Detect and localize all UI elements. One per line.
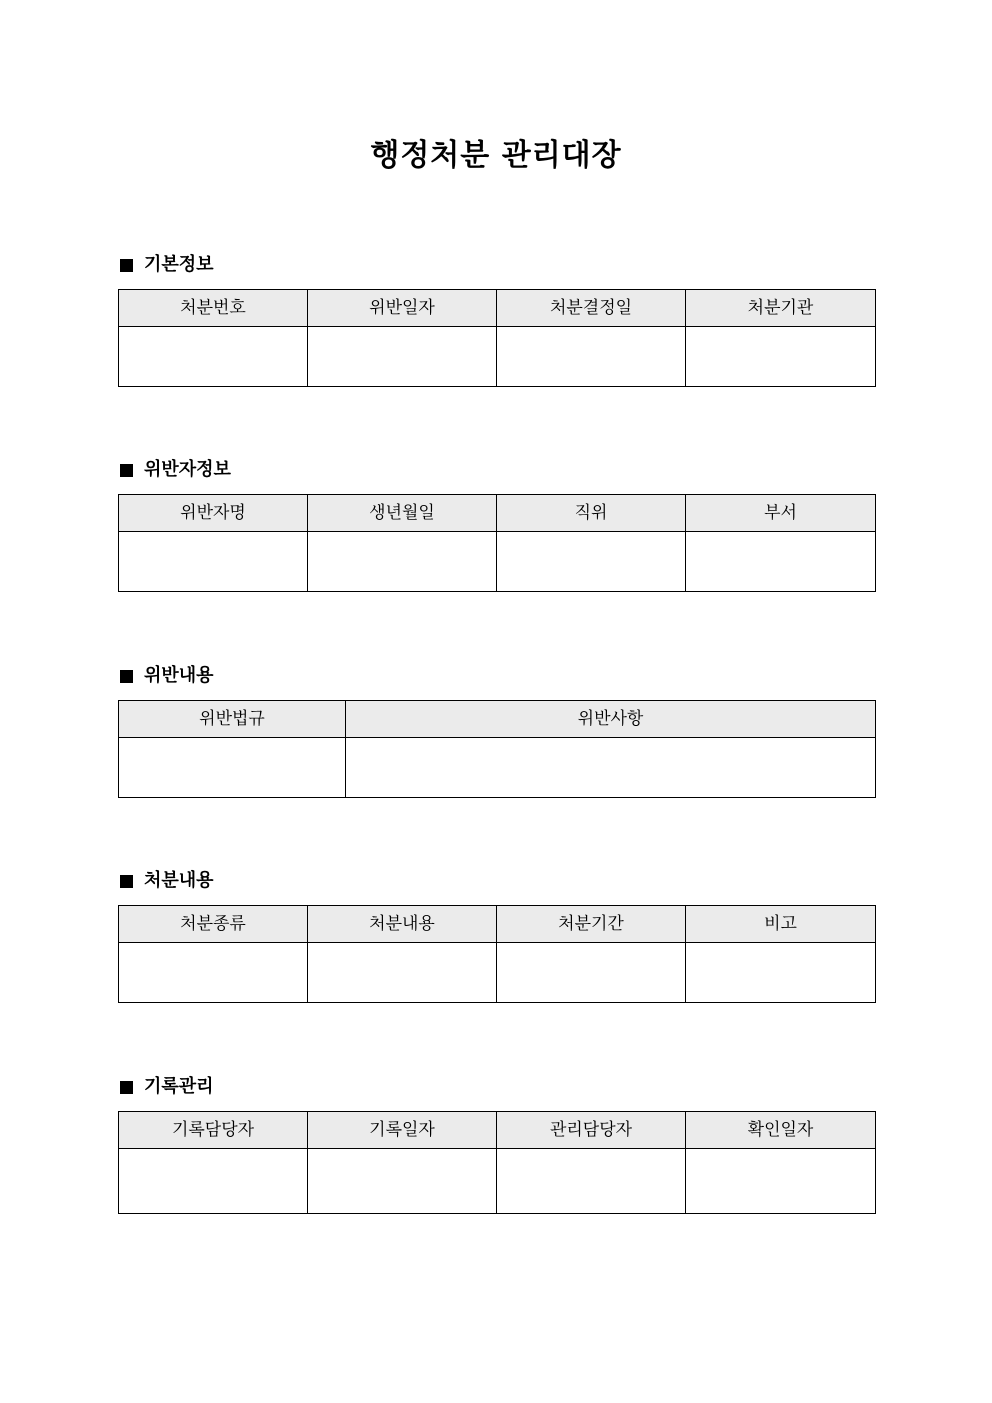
column-header: 위반법규 — [119, 701, 346, 738]
violator-name-cell[interactable] — [119, 532, 308, 592]
table-row — [119, 532, 876, 592]
column-header: 처분종류 — [119, 906, 308, 943]
document-title: 행정처분 관리대장 — [370, 138, 622, 173]
section-title: 위반자정보 — [144, 459, 231, 480]
remarks-cell[interactable] — [686, 943, 876, 1003]
violation-details-table — [118, 700, 876, 798]
table-header-row — [119, 701, 876, 738]
record-date-cell[interactable] — [308, 1149, 497, 1214]
recorder-cell[interactable] — [119, 1149, 308, 1214]
table-row — [119, 943, 876, 1003]
section-title: 처분내용 — [144, 870, 214, 891]
table-row — [119, 327, 876, 387]
section-heading — [118, 457, 875, 483]
section-violator-info — [118, 457, 875, 592]
violation-matter-cell[interactable] — [346, 738, 876, 798]
disposition-agency-cell[interactable] — [686, 327, 876, 387]
column-header: 처분기관 — [686, 290, 876, 327]
column-header: 위반사항 — [346, 701, 876, 738]
record-management-table — [118, 1111, 876, 1214]
column-header: 처분번호 — [119, 290, 308, 327]
column-header: 비고 — [686, 906, 876, 943]
confirmation-date-cell[interactable] — [686, 1149, 876, 1214]
table-header-row — [119, 290, 876, 327]
section-heading — [118, 252, 875, 278]
column-header: 관리담당자 — [497, 1112, 686, 1149]
section-violation-details — [118, 663, 875, 798]
column-header: 처분내용 — [308, 906, 497, 943]
square-bullet-icon — [120, 1081, 133, 1094]
violated-law-cell[interactable] — [119, 738, 346, 798]
column-header: 확인일자 — [686, 1112, 876, 1149]
section-heading — [118, 1074, 875, 1100]
disposition-content-cell[interactable] — [308, 943, 497, 1003]
section-heading — [118, 868, 875, 894]
square-bullet-icon — [120, 259, 133, 272]
table-header-row — [119, 906, 876, 943]
table-row — [119, 738, 876, 798]
table-row — [119, 1149, 876, 1214]
column-header: 기록담당자 — [119, 1112, 308, 1149]
disposition-type-cell[interactable] — [119, 943, 308, 1003]
section-title: 위반내용 — [144, 665, 214, 686]
position-cell[interactable] — [497, 532, 686, 592]
disposition-period-cell[interactable] — [497, 943, 686, 1003]
column-header: 위반일자 — [308, 290, 497, 327]
section-basic-info — [118, 252, 875, 387]
decision-date-cell[interactable] — [497, 327, 686, 387]
disposition-details-table — [118, 905, 876, 1003]
section-title: 기본정보 — [144, 254, 214, 275]
violation-date-cell[interactable] — [308, 327, 497, 387]
column-header: 위반자명 — [119, 495, 308, 532]
square-bullet-icon — [120, 670, 133, 683]
section-heading — [118, 663, 875, 689]
table-header-row — [119, 1112, 876, 1149]
violator-info-table — [118, 494, 876, 592]
department-cell[interactable] — [686, 532, 876, 592]
square-bullet-icon — [120, 875, 133, 888]
column-header: 생년월일 — [308, 495, 497, 532]
manager-cell[interactable] — [497, 1149, 686, 1214]
column-header: 부서 — [686, 495, 876, 532]
column-header: 직위 — [497, 495, 686, 532]
column-header: 처분결정일 — [497, 290, 686, 327]
column-header: 기록일자 — [308, 1112, 497, 1149]
birth-date-cell[interactable] — [308, 532, 497, 592]
table-header-row — [119, 495, 876, 532]
basic-info-table — [118, 289, 876, 387]
section-disposition-details — [118, 868, 875, 1003]
column-header: 처분기간 — [497, 906, 686, 943]
disposition-number-cell[interactable] — [119, 327, 308, 387]
section-record-management — [118, 1074, 875, 1214]
section-title: 기록관리 — [144, 1076, 214, 1097]
square-bullet-icon — [120, 464, 133, 477]
